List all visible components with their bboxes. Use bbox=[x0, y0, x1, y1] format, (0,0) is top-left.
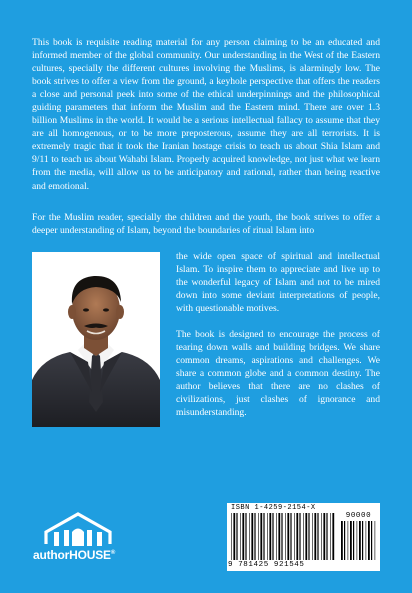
barcode-bar bbox=[362, 521, 363, 560]
barcode-bar bbox=[314, 513, 316, 560]
barcode-bar bbox=[251, 513, 253, 560]
barcode-bar bbox=[236, 513, 237, 560]
barcode-bar bbox=[272, 513, 273, 560]
barcode-bar bbox=[305, 513, 307, 560]
blurb-paragraph-1: This book is requisite reading material for any person claiming to be an educated and informed member of the global community. Our understanding in the West of the Eastern cultures, specially the different cultures involving the Muslims, is alarmingly low. The book strives to offer a view from the ground, a keyhole perspective that offers the readers a close and personal peek into some of the ethical underpinnings and the philosophical guiding parameters that inform the Muslim and the Eastern mind. There are over 1.3 billion Muslims in the world. It would be a serious intellectual fallacy to assume that they are all homogenous, or to be more preposterous, assume they are all terrorists. It is extremely tragic that it took the Iranian hostage crisis to teach us about Shia Islam and 9/11 to teach us about Wahabi Islam. Properly acquired knowledge, not just what we learn from the media, will allow us to be anticipatory and rational, rather than being reactive and emotional. bbox=[32, 37, 380, 192]
isbn-label: ISBN 1-4259-2154-X bbox=[231, 504, 316, 512]
barcode-bar bbox=[326, 513, 327, 560]
barcode-bar bbox=[276, 513, 277, 560]
barcode-bar bbox=[332, 513, 334, 560]
barcode-bar bbox=[317, 513, 318, 560]
addon-digits: 90000 bbox=[345, 512, 372, 520]
ean-digits: 9 781425 921545 bbox=[228, 561, 305, 569]
barcode-bar bbox=[312, 513, 313, 560]
barcode-bar bbox=[368, 521, 370, 560]
barcode-bar bbox=[231, 513, 232, 560]
barcode-bar bbox=[348, 521, 349, 560]
blurb-paragraph-3: The book is designed to encourage the process of tearing down walls and building bridges. We share common dreams, aspirations and challenges. We share a common globe and a common destiny. The author believes that there are no clashes of civilizations, just clashes of ignorance and misunderstanding. bbox=[176, 329, 380, 419]
barcode-bar bbox=[240, 513, 241, 560]
barcode-bar bbox=[285, 513, 286, 560]
barcode-bar bbox=[281, 513, 282, 560]
isbn-barcode bbox=[227, 503, 380, 571]
barcode-bar bbox=[308, 513, 309, 560]
barcode-bar bbox=[294, 513, 295, 560]
barcode-bar bbox=[357, 521, 358, 560]
barcode-bar bbox=[341, 521, 343, 560]
author-portrait-icon bbox=[32, 252, 160, 427]
barcode-bar bbox=[287, 513, 289, 560]
barcode-bar bbox=[353, 521, 354, 560]
barcode-bar bbox=[366, 521, 367, 560]
barcode-bar bbox=[269, 513, 271, 560]
barcode-bar bbox=[296, 513, 298, 560]
barcode-bar bbox=[359, 521, 361, 560]
barcode-bar bbox=[290, 513, 291, 560]
barcode-bar bbox=[303, 513, 304, 560]
barcode-bar bbox=[344, 521, 345, 560]
barcode-bar bbox=[299, 513, 300, 560]
barcode-bar bbox=[260, 513, 262, 560]
publisher-logo-text bbox=[33, 548, 115, 562]
barcode-bar bbox=[350, 521, 352, 560]
barcode-bar bbox=[278, 513, 280, 560]
barcode-bar bbox=[245, 513, 246, 560]
barcode-bar bbox=[267, 513, 268, 560]
author-photo bbox=[32, 252, 160, 427]
barcode-bar bbox=[242, 513, 244, 560]
barcode-bar bbox=[371, 521, 372, 560]
barcode-bar bbox=[258, 513, 259, 560]
publisher-name-prefix: author bbox=[33, 548, 70, 562]
barcode-bar bbox=[323, 513, 325, 560]
addon-barcode-bars bbox=[341, 521, 376, 560]
ean-barcode-bars bbox=[231, 513, 335, 560]
publisher-name-suffix: HOUSE bbox=[69, 548, 111, 562]
barcode-bar bbox=[233, 513, 235, 560]
barcode-bar bbox=[249, 513, 250, 560]
barcode-bar bbox=[321, 513, 322, 560]
blurb-paragraph-2-wrapped: the wide open space of spiritual and intellectual Islam. To inspire them to appreciate and live up to the wonderful legacy of Islam and not to be mired down into some deviant interpretations of people, with questionable motives. bbox=[176, 251, 380, 315]
blurb-paragraph-2-full: For the Muslim reader, specially the children and the youth, the book strives to offer a deeper understanding of Islam, beyond the boundaries of ritual Islam into bbox=[32, 212, 380, 237]
registered-mark: ® bbox=[110, 550, 116, 556]
barcode-bar bbox=[375, 521, 376, 560]
barcode-bar bbox=[254, 513, 255, 560]
barcode-bar bbox=[330, 513, 331, 560]
barcode-bar bbox=[263, 513, 264, 560]
